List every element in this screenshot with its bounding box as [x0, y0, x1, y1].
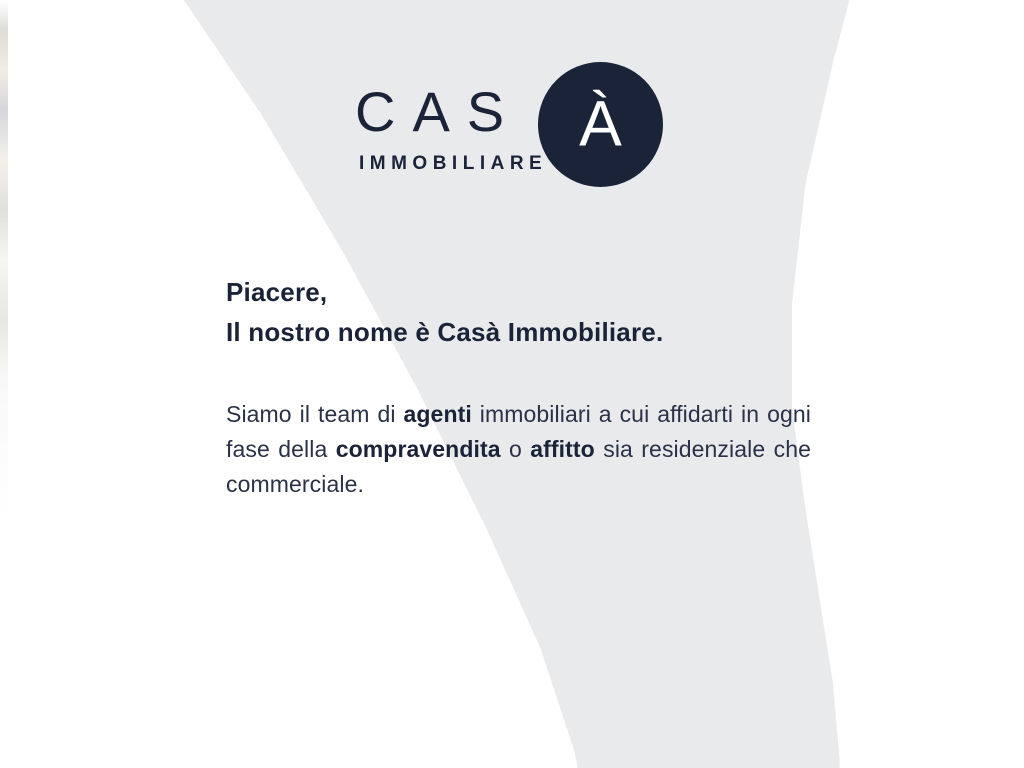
page-title: [226, 272, 826, 353]
body-part-3: o: [500, 435, 531, 462]
body-part-2: immobiliari a cui affidarti in ogni fase della: [226, 400, 811, 462]
body-part-1: Siamo il team di: [226, 400, 404, 427]
headline-line-1: Piacere,: [226, 277, 328, 307]
body-bold-compravendita: compravendita: [335, 435, 501, 462]
body-paragraph: [226, 397, 811, 502]
logo-badge-circle: [538, 62, 663, 187]
body-bold-agenti: agenti: [403, 400, 472, 427]
text-content: [226, 272, 826, 501]
logo-subtitle: IMMOBILIARE: [359, 153, 548, 174]
body-bold-affitto: affitto: [530, 435, 595, 462]
headline-line-2: Il nostro nome è Casà Immobiliare.: [226, 317, 664, 348]
logo-badge-letter: À: [579, 87, 622, 160]
brand-logo: [355, 62, 675, 192]
logo-wordmark: CAS: [355, 80, 522, 143]
body-part-4: sia residenziale che commerciale.: [226, 435, 811, 497]
left-edge-artifact: [0, 0, 8, 768]
